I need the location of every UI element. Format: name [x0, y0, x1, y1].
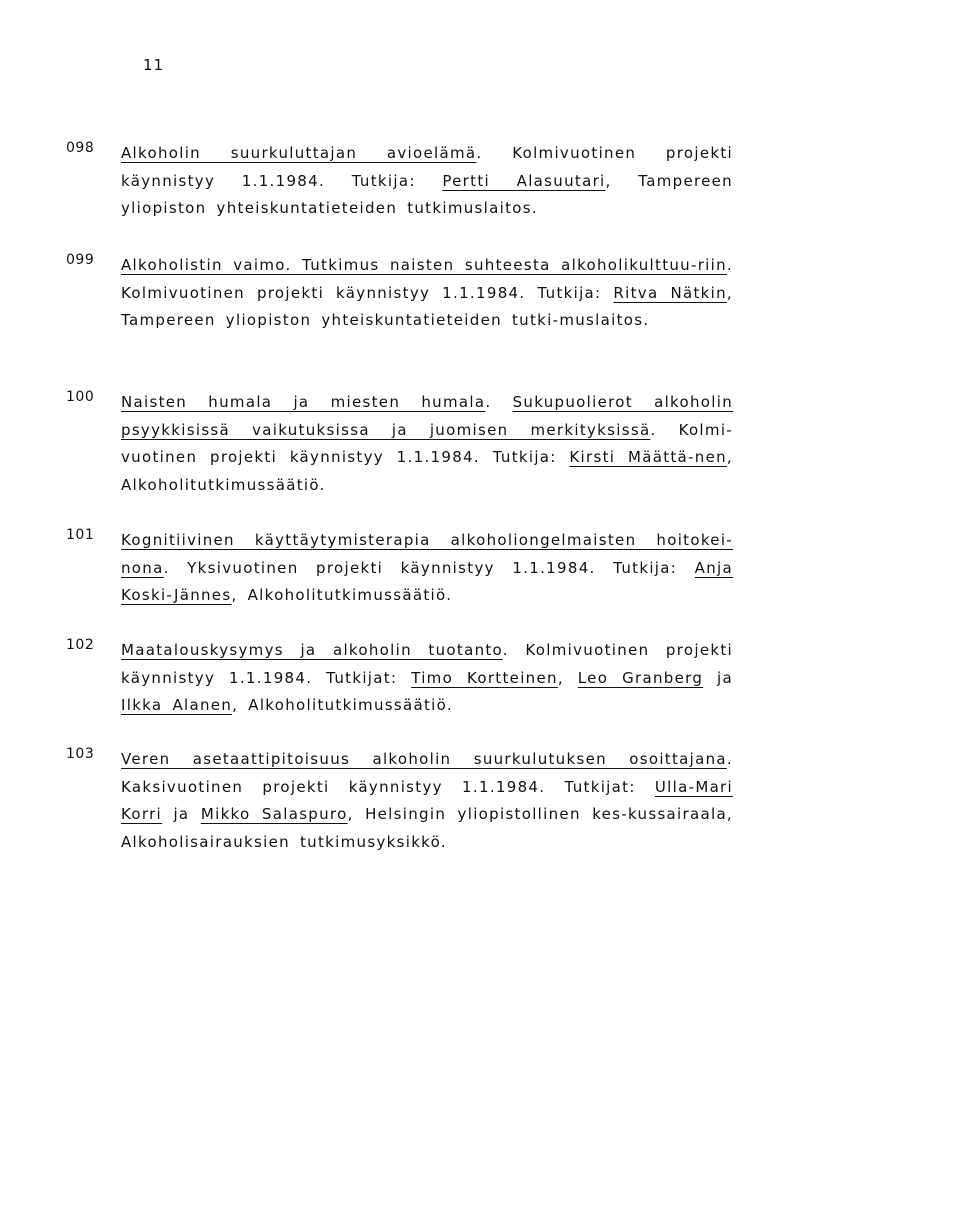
body-text: , Tampereen yliopiston yhteiskuntatieteiden tutkimuslaitos. — [121, 171, 733, 217]
body-text: , Alkoholitutkimussäätiö. — [121, 448, 733, 494]
underlined-text: Kirsti Määttä-nen — [569, 448, 727, 466]
entry-text — [121, 389, 733, 499]
underlined-text: Maatalouskysymys ja alkoholin tuotanto — [121, 641, 503, 659]
underlined-text: Ulla-Mari Korri — [121, 777, 733, 823]
entry-text — [121, 637, 733, 720]
underlined-text: Pertti Alasuutari — [442, 171, 606, 190]
body-text: , Alkoholitutkimussäätiö. — [231, 586, 453, 604]
body-text: . — [485, 393, 513, 411]
underlined-text: Ritva Nätkin — [613, 283, 727, 302]
entry-number: 098 — [66, 140, 95, 156]
body-text: . Kolmivuotinen projekti käynnistyy 1.1.1984. Tutkijat: — [121, 641, 733, 687]
body-text: ja — [703, 668, 734, 687]
underlined-text: Alkoholistin vaimo. Tutkimus naisten suhteesta alkoholikulttuu-riin — [121, 256, 727, 274]
body-text: . Kolmivuotinen projekti käynnistyy 1.1.1984. Tutkija: — [121, 256, 733, 302]
entry-number: 103 — [66, 746, 95, 762]
underlined-text: Alkoholin suurkuluttajan avioelämä — [121, 144, 477, 162]
body-text: , Tampereen yliopiston yhteiskuntatieteiden tutki-muslaitos. — [121, 283, 733, 329]
body-text: ja — [162, 805, 201, 823]
body-text: , Helsingin yliopistollinen kes-kussairaala, Alkoholisairauksien tutkimusyksikkö. — [121, 805, 733, 851]
entry-text — [121, 252, 733, 335]
underlined-text: Leo Granberg — [577, 668, 704, 687]
body-text: , Alkoholitutkimussäätiö. — [232, 696, 453, 714]
body-text: . Kaksivuotinen projekti käynnistyy 1.1.1984. Tutkijat: — [121, 750, 733, 796]
underlined-text: Naisten humala ja miesten humala — [121, 393, 486, 411]
entry-number: 100 — [66, 389, 95, 405]
body-text: . Yksivuotinen projekti käynnistyy 1.1.1984. Tutkija: — [163, 558, 695, 577]
underlined-text: Anja Koski-Jännes — [121, 558, 733, 604]
underlined-text: Ilkka Alanen — [121, 696, 233, 714]
entry-text — [121, 746, 733, 856]
entry-number: 102 — [66, 637, 95, 653]
underlined-text: Kognitiivinen käyttäytymisterapia alkoholiongelmaisten hoitokei-nona — [121, 531, 733, 577]
entry-text — [121, 140, 733, 223]
underlined-text: Veren asetaattipitoisuus alkoholin suurkulutuksen osoittajana — [121, 750, 727, 768]
page-number: 11 — [143, 56, 165, 74]
body-text: . Kolmi-vuotinen projekti käynnistyy 1.1.1984. Tutkija: — [121, 420, 733, 466]
underlined-text: Sukupuolierot alkoholin psyykkisissä vaikutuksissa ja juomisen merkityksissä — [121, 393, 734, 439]
underlined-text: Timo Kortteinen — [411, 668, 558, 687]
entry-text — [121, 527, 733, 610]
underlined-text: Mikko Salaspuro — [200, 805, 348, 823]
entry-number: 099 — [66, 252, 95, 268]
entry-number: 101 — [66, 527, 95, 543]
body-text: . Kolmivuotinen projekti käynnistyy 1.1.1984. Tutkija: — [121, 144, 733, 190]
body-text: , — [557, 668, 578, 687]
